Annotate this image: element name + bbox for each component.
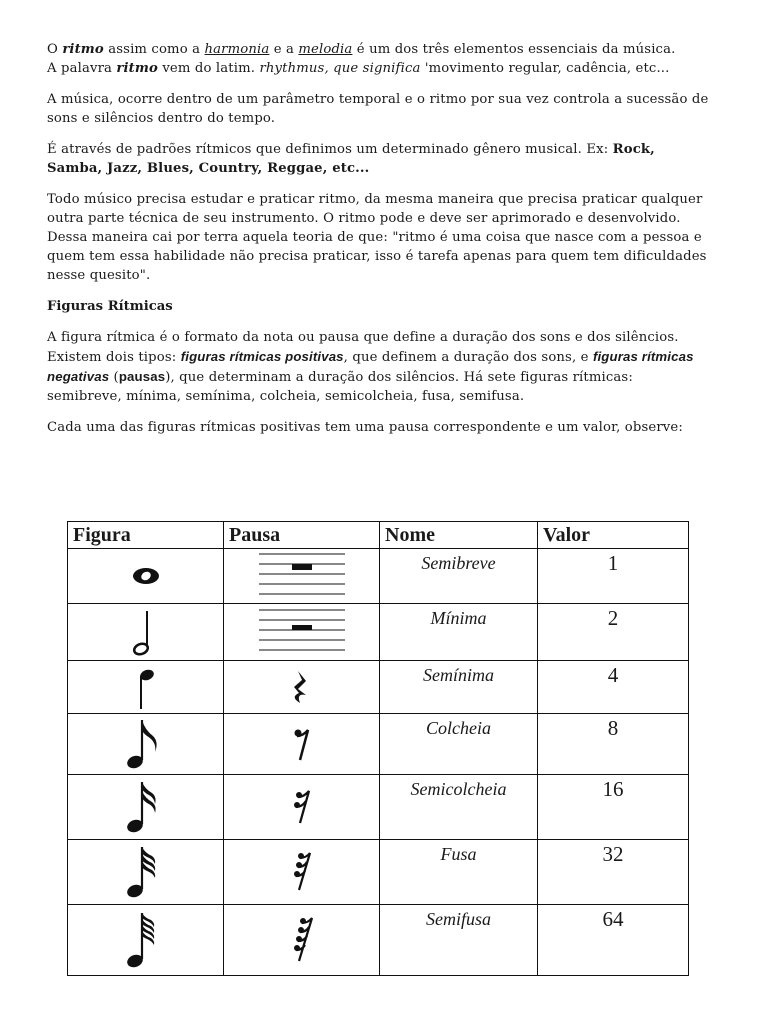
text: ), que determinam a duração dos silêncios. Há sete figuras rítmicas: semibreve, mínima, semínima, colcheia, semicolcheia, fusa, semifusa. bbox=[47, 370, 633, 404]
term-ritmo: ritmo bbox=[62, 42, 104, 57]
figure-value: 8 bbox=[538, 714, 689, 775]
table-row bbox=[68, 604, 689, 661]
table-row bbox=[68, 905, 689, 976]
thirty-second-note-icon bbox=[68, 840, 224, 905]
table-row bbox=[68, 549, 689, 604]
term-melodia: melodia bbox=[298, 42, 353, 57]
text: A palavra bbox=[47, 61, 117, 76]
paragraph-genres bbox=[47, 140, 712, 178]
figure-name: Mínima bbox=[380, 604, 538, 661]
term-negative: figuras rítmicas negativas bbox=[47, 349, 694, 384]
figure-value: 64 bbox=[538, 905, 689, 976]
sixteenth-note-icon bbox=[68, 775, 224, 840]
paragraph-intro bbox=[47, 40, 712, 78]
paragraph-temporal: A música, ocorre dentro de um parâmetro temporal e o ritmo por sua vez controla a sucessão de sons e silêncios dentro do tempo. bbox=[47, 92, 709, 126]
quarter-rest-icon bbox=[224, 661, 380, 714]
header-nome: Nome bbox=[380, 522, 538, 549]
text: é um dos três elementos essenciais da música. bbox=[352, 42, 676, 57]
quarter-note-icon bbox=[68, 661, 224, 714]
table-header-row bbox=[68, 522, 689, 549]
table-row bbox=[68, 714, 689, 775]
thirty-second-rest-icon bbox=[224, 840, 380, 905]
header-valor: Valor bbox=[538, 522, 689, 549]
text: A figura rítmica é o formato da nota ou pausa que define a duração dos sons e dos silêncios. Existem dois tipos: bbox=[47, 330, 679, 365]
figure-value: 4 bbox=[538, 661, 689, 714]
paragraph-practice: Todo músico precisa estudar e praticar ritmo, da mesma maneira que precisa praticar qualquer outra parte técnica de seu instrumento. O ritmo pode e deve ser aprimorado e desenvolvido. Dessa maneira cai por terra aquela teoria de que: "ritmo é uma coisa que nasce com a pessoa e quem tem essa habilidade não precisa praticar, isso é tarefa apenas para quem tem dificuldades nesse quesito". bbox=[47, 192, 707, 283]
eighth-note-icon bbox=[68, 714, 224, 775]
whole-rest-icon bbox=[224, 549, 380, 604]
term-ritmo: ritmo bbox=[116, 61, 158, 76]
table-row bbox=[68, 775, 689, 840]
term-rhythmus: rhythmus, que significa bbox=[259, 61, 421, 76]
table-row bbox=[68, 661, 689, 714]
sixty-fourth-note-icon bbox=[68, 905, 224, 976]
term-harmonia: harmonia bbox=[204, 42, 270, 57]
rhythm-figures-table bbox=[67, 521, 689, 976]
paragraph-figures bbox=[47, 328, 712, 406]
figure-name: Semicolcheia bbox=[380, 775, 538, 840]
figure-name: Semifusa bbox=[380, 905, 538, 976]
text: e a bbox=[269, 42, 299, 57]
term-positive: figuras rítmicas positivas bbox=[180, 349, 344, 364]
text: assim como a bbox=[103, 42, 205, 57]
section-heading: Figuras Rítmicas bbox=[47, 299, 173, 314]
text: O bbox=[47, 42, 63, 57]
text: É através de padrões rítmicos que definimos um determinado gênero musical. Ex: bbox=[47, 142, 613, 157]
eighth-rest-icon bbox=[224, 714, 380, 775]
genre-list: Rock, Samba, Jazz, Blues, Country, Reggae, etc... bbox=[47, 142, 655, 176]
sixty-fourth-rest-icon bbox=[224, 905, 380, 976]
figure-value: 1 bbox=[538, 549, 689, 604]
figure-value: 2 bbox=[538, 604, 689, 661]
figure-value: 16 bbox=[538, 775, 689, 840]
figure-name: Colcheia bbox=[380, 714, 538, 775]
text: , que definem a duração dos sons, e bbox=[343, 350, 593, 365]
header-figura: Figura bbox=[68, 522, 224, 549]
sixteenth-rest-icon bbox=[224, 775, 380, 840]
text: 'movimento regular, cadência, etc... bbox=[420, 61, 670, 76]
text: vem do latim. bbox=[157, 61, 260, 76]
table-row bbox=[68, 840, 689, 905]
text: ( bbox=[109, 370, 119, 385]
figure-value: 32 bbox=[538, 840, 689, 905]
document-body bbox=[47, 40, 712, 437]
figure-name: Semínima bbox=[380, 661, 538, 714]
header-pausa: Pausa bbox=[224, 522, 380, 549]
whole-note-icon bbox=[68, 549, 224, 604]
figure-name: Fusa bbox=[380, 840, 538, 905]
half-rest-icon bbox=[224, 604, 380, 661]
paragraph-observe: Cada uma das figuras rítmicas positivas tem uma pausa correspondente e um valor, observe: bbox=[47, 420, 683, 435]
figure-name: Semibreve bbox=[380, 549, 538, 604]
term-pausas: pausas bbox=[118, 369, 166, 384]
half-note-icon bbox=[68, 604, 224, 661]
